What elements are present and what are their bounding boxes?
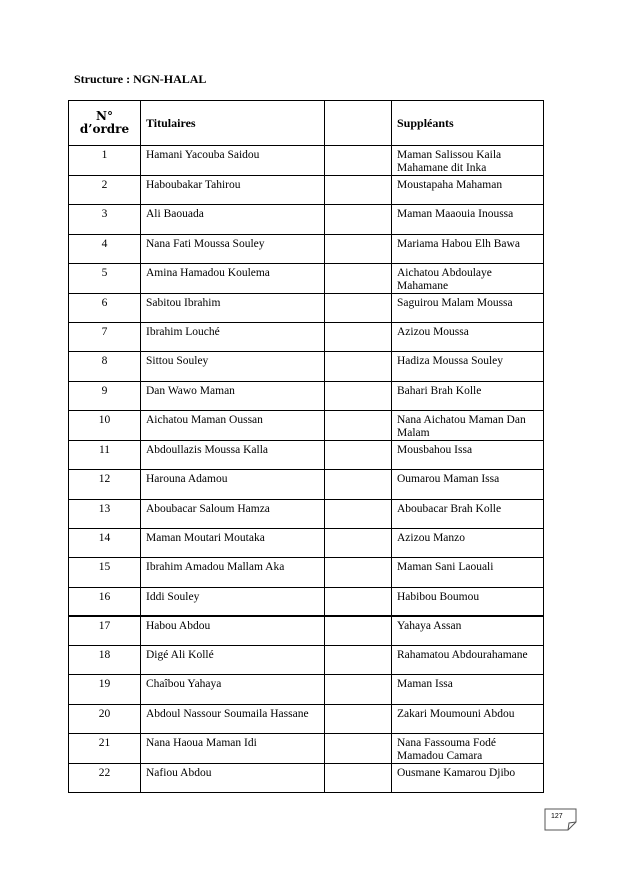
- titulaire-cell: Maman Moutari Moutaka: [141, 528, 325, 557]
- suppleant-cell: Azizou Manzo: [392, 528, 544, 557]
- titulaire-cell: Abdoul Nassour Soumaila Hassane: [141, 704, 325, 733]
- titulaire-cell: Harouna Adamou: [141, 470, 325, 499]
- empty-cell: [325, 499, 392, 528]
- empty-cell: [325, 263, 392, 293]
- empty-cell: [325, 470, 392, 499]
- order-number-cell: 2: [69, 176, 141, 205]
- order-number-cell: 10: [69, 411, 141, 441]
- suppleant-cell: Aichatou Abdoulaye Mahamane: [392, 263, 544, 293]
- table-row: [69, 411, 544, 441]
- titulaire-cell: Chaîbou Yahaya: [141, 675, 325, 704]
- titulaire-cell: Nana Haoua Maman Idi: [141, 734, 325, 764]
- empty-cell: [325, 558, 392, 587]
- table-header-row: [69, 101, 544, 146]
- order-number-cell: 15: [69, 558, 141, 587]
- table-row: [69, 528, 544, 557]
- titulaire-cell: Iddi Souley: [141, 587, 325, 616]
- titulaire-cell: Nana Fati Moussa Souley: [141, 234, 325, 263]
- table-row: [69, 176, 544, 205]
- table-row: [69, 293, 544, 322]
- table-row: [69, 764, 544, 793]
- order-number-cell: 22: [69, 764, 141, 793]
- suppleant-cell: Yahaya Assan: [392, 616, 544, 645]
- empty-cell: [325, 381, 392, 410]
- suppleant-cell: Mariama Habou Elh Bawa: [392, 234, 544, 263]
- table-row: [69, 205, 544, 234]
- titulaire-cell: Aboubacar Saloum Hamza: [141, 499, 325, 528]
- table-row: [69, 470, 544, 499]
- table-row: [69, 352, 544, 381]
- titulaire-cell: Haboubakar Tahirou: [141, 176, 325, 205]
- table-row: [69, 587, 544, 616]
- order-number-cell: 20: [69, 704, 141, 733]
- page-number: 127: [551, 813, 563, 820]
- header-titulaires: Titulaires: [141, 101, 325, 146]
- suppleant-cell: Habibou Boumou: [392, 587, 544, 616]
- order-number-cell: 1: [69, 146, 141, 176]
- empty-cell: [325, 352, 392, 381]
- suppleant-cell: Saguirou Malam Moussa: [392, 293, 544, 322]
- table-row: [69, 499, 544, 528]
- order-number-cell: 3: [69, 205, 141, 234]
- titulaire-cell: Hamani Yacouba Saidou: [141, 146, 325, 176]
- order-number-cell: 7: [69, 323, 141, 352]
- empty-cell: [325, 616, 392, 645]
- order-number-cell: 11: [69, 441, 141, 470]
- titulaire-cell: Digé Ali Kollé: [141, 646, 325, 675]
- empty-cell: [325, 293, 392, 322]
- order-number-cell: 21: [69, 734, 141, 764]
- suppleant-cell: Mousbahou Issa: [392, 441, 544, 470]
- table-row: [69, 616, 544, 645]
- page-curl-icon: [544, 808, 578, 832]
- order-number-cell: 12: [69, 470, 141, 499]
- titulaire-cell: Ibrahim Amadou Mallam Aka: [141, 558, 325, 587]
- structure-title: Structure : NGN-HALAL: [74, 72, 207, 86]
- order-number-cell: 18: [69, 646, 141, 675]
- empty-cell: [325, 441, 392, 470]
- titulaire-cell: Ibrahim Louché: [141, 323, 325, 352]
- suppleant-cell: Rahamatou Abdourahamane: [392, 646, 544, 675]
- table-row: [69, 558, 544, 587]
- titulaire-cell: Ali Baouada: [141, 205, 325, 234]
- table-row: [69, 146, 544, 176]
- titulaire-cell: Abdoullazis Moussa Kalla: [141, 441, 325, 470]
- titulaire-cell: Aichatou Maman Oussan: [141, 411, 325, 441]
- order-number-cell: 6: [69, 293, 141, 322]
- table-row: [69, 263, 544, 293]
- empty-cell: [325, 146, 392, 176]
- suppleant-cell: Hadiza Moussa Souley: [392, 352, 544, 381]
- order-number-cell: 16: [69, 587, 141, 616]
- empty-cell: [325, 646, 392, 675]
- suppleant-cell: Ousmane Kamarou Djibo: [392, 764, 544, 793]
- suppleant-cell: Maman Maaouia Inoussa: [392, 205, 544, 234]
- empty-cell: [325, 205, 392, 234]
- suppleant-cell: Moustapaha Mahaman: [392, 176, 544, 205]
- suppleant-cell: Bahari Brah Kolle: [392, 381, 544, 410]
- table-row: [69, 704, 544, 733]
- header-suppleants: Suppléants: [392, 101, 544, 146]
- table-row: [69, 734, 544, 764]
- header-order-number: N° d’ordre: [69, 101, 141, 146]
- suppleant-cell: Zakari Moumouni Abdou: [392, 704, 544, 733]
- table-row: [69, 441, 544, 470]
- suppleant-cell: Oumarou Maman Issa: [392, 470, 544, 499]
- page-number-tab: [544, 808, 576, 830]
- empty-cell: [325, 528, 392, 557]
- empty-cell: [325, 323, 392, 352]
- titulaire-cell: Habou Abdou: [141, 616, 325, 645]
- empty-cell: [325, 587, 392, 616]
- empty-cell: [325, 675, 392, 704]
- empty-cell: [325, 411, 392, 441]
- table-row: [69, 234, 544, 263]
- suppleant-cell: Nana Aichatou Maman Dan Malam: [392, 411, 544, 441]
- empty-cell: [325, 734, 392, 764]
- table-row: [69, 646, 544, 675]
- order-number-cell: 4: [69, 234, 141, 263]
- suppleant-cell: Maman Issa: [392, 675, 544, 704]
- order-number-cell: 8: [69, 352, 141, 381]
- header-empty-column: [325, 101, 392, 146]
- order-number-cell: 14: [69, 528, 141, 557]
- order-number-cell: 19: [69, 675, 141, 704]
- empty-cell: [325, 764, 392, 793]
- titulaire-cell: Sabitou Ibrahim: [141, 293, 325, 322]
- table-row: [69, 323, 544, 352]
- titulaire-cell: Nafiou Abdou: [141, 764, 325, 793]
- suppleant-cell: Aboubacar Brah Kolle: [392, 499, 544, 528]
- table-row: [69, 381, 544, 410]
- suppleant-cell: Maman Sani Laouali: [392, 558, 544, 587]
- empty-cell: [325, 234, 392, 263]
- titulaire-cell: Sittou Souley: [141, 352, 325, 381]
- empty-cell: [325, 176, 392, 205]
- empty-cell: [325, 704, 392, 733]
- titulaire-cell: Amina Hamadou Koulema: [141, 263, 325, 293]
- order-number-cell: 5: [69, 263, 141, 293]
- suppleant-cell: Nana Fassouma Fodé Mamadou Camara: [392, 734, 544, 764]
- titulaire-cell: Dan Wawo Maman: [141, 381, 325, 410]
- suppleant-cell: Azizou Moussa: [392, 323, 544, 352]
- order-number-cell: 13: [69, 499, 141, 528]
- suppleant-cell: Maman Salissou Kaila Mahamane dit Inka: [392, 146, 544, 176]
- candidates-table-body: [69, 101, 544, 793]
- candidates-table: [68, 100, 544, 793]
- table-row: [69, 675, 544, 704]
- order-number-cell: 9: [69, 381, 141, 410]
- order-number-cell: 17: [69, 616, 141, 645]
